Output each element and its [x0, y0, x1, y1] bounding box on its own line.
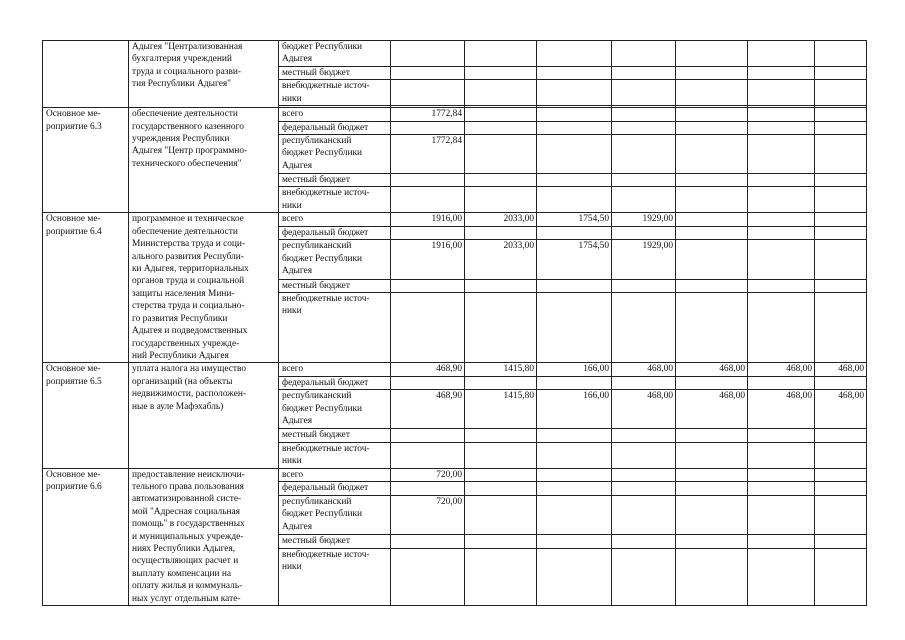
- cell-amount: [537, 174, 612, 187]
- cell-amount: 468,00: [676, 390, 748, 429]
- cell-amount: [465, 279, 537, 292]
- cell-amount: [612, 549, 676, 606]
- cell-amount: [465, 226, 537, 239]
- cell-amount: [537, 495, 612, 535]
- cell-amount: 1754,50: [537, 213, 612, 226]
- cell-amount: [537, 442, 612, 468]
- cell-amount: [391, 187, 465, 213]
- cell-amount: [391, 174, 465, 187]
- cell-amount: 720,00: [391, 468, 465, 482]
- cell-amount: [465, 549, 537, 606]
- cell-amount: [815, 187, 867, 213]
- cell-amount: [676, 135, 748, 174]
- cell-amount: [537, 279, 612, 292]
- cell-amount: [748, 279, 815, 292]
- cell-amount: [748, 174, 815, 187]
- cell-source-extra: внебюджетные источ- ники: [279, 80, 391, 106]
- cell-description: Адыгея "Централизованная бухгалтерия учреждений труда и социального разви- тия Республики Адыгея": [129, 41, 279, 108]
- cell-amount: [465, 429, 537, 442]
- cell-amount: [465, 376, 537, 389]
- cell-amount: [748, 108, 815, 121]
- cell-source-local: местный бюджет: [279, 535, 391, 549]
- cell-amount: [676, 292, 748, 362]
- table-row: [43, 41, 867, 67]
- cell-amount: [748, 468, 815, 482]
- cell-amount: [465, 135, 537, 174]
- cell-source-local: местный бюджет: [279, 429, 391, 442]
- cell-amount: [537, 226, 612, 239]
- cell-amount: 468,00: [815, 363, 867, 376]
- cell-amount: [537, 187, 612, 213]
- cell-amount: 1916,00: [391, 213, 465, 226]
- cell-amount: [537, 549, 612, 606]
- cell-amount: [537, 376, 612, 389]
- funding-table: [42, 40, 867, 606]
- cell-source-republican: республиканский бюджет Республики Адыгея: [279, 240, 391, 279]
- cell-amount: [537, 135, 612, 174]
- cell-amount: [815, 482, 867, 496]
- cell-amount: [465, 121, 537, 134]
- table-row: [43, 468, 867, 482]
- cell-source-extra: внебюджетные источ- ники: [279, 292, 391, 362]
- cell-description: предоставление неисключи- тельного права пользования автоматизированной систе- мой "Адресная социальная помощь" в государственных и муниципальных учрежде- ниях Республики Адыгея, осуществляющих расчет и выплату компенсации на оплату жилья и коммуналь- ных услуг отдельным кате-: [129, 468, 279, 605]
- cell-amount: [612, 442, 676, 468]
- cell-amount: [676, 187, 748, 213]
- cell-source-extra: внебюджетные источ- ники: [279, 187, 391, 213]
- cell-amount: [612, 135, 676, 174]
- cell-amount: [815, 174, 867, 187]
- cell-amount: 166,00: [537, 363, 612, 376]
- cell-amount: [815, 279, 867, 292]
- cell-amount: [676, 226, 748, 239]
- cell-amount: [537, 108, 612, 121]
- cell-source-total: всего: [279, 468, 391, 482]
- cell-amount: [748, 292, 815, 362]
- cell-amount: 720,00: [391, 495, 465, 535]
- cell-source-federal: федеральный бюджет: [279, 482, 391, 496]
- cell-amount: [391, 442, 465, 468]
- cell-amount: [612, 292, 676, 362]
- cell-amount: [676, 108, 748, 121]
- cell-amount: 468,90: [391, 390, 465, 429]
- cell-measure-name: Основное ме- роприятие 6.3: [43, 108, 129, 213]
- cell-amount: [391, 226, 465, 239]
- cell-amount: [815, 240, 867, 279]
- cell-description: обеспечение деятельности государственного казенного учреждения Республики Адыгея "Центр программно- технического обеспечения": [129, 108, 279, 213]
- cell-source-total: всего: [279, 363, 391, 376]
- cell-amount: 468,90: [391, 363, 465, 376]
- cell-amount: [465, 468, 537, 482]
- cell-amount: [537, 482, 612, 496]
- cell-amount: [815, 549, 867, 606]
- cell-amount: 1754,50: [537, 240, 612, 279]
- cell-measure-name: Основное ме- роприятие 6.6: [43, 468, 129, 605]
- cell-amount: 2033,00: [465, 240, 537, 279]
- cell-amount: [465, 495, 537, 535]
- table-row: [43, 108, 867, 121]
- cell-source-federal: федеральный бюджет: [279, 121, 391, 134]
- cell-amount: [391, 121, 465, 134]
- cell-amount: 468,00: [612, 390, 676, 429]
- cell-amount: [612, 376, 676, 389]
- cell-amount: [612, 482, 676, 496]
- cell-amount: 1916,00: [391, 240, 465, 279]
- cell-source-total: всего: [279, 213, 391, 226]
- cell-amount: 2033,00: [465, 213, 537, 226]
- cell-source-local: местный бюджет: [279, 67, 391, 80]
- cell-source-republican: бюджет Республики Адыгея: [279, 41, 391, 67]
- cell-amount: [748, 226, 815, 239]
- cell-amount: [748, 495, 815, 535]
- cell-amount: [612, 174, 676, 187]
- cell-amount: [391, 429, 465, 442]
- cell-amount: [815, 468, 867, 482]
- cell-source-federal: федеральный бюджет: [279, 376, 391, 389]
- cell-amount: [612, 429, 676, 442]
- cell-amount: [676, 121, 748, 134]
- cell-amount: [815, 135, 867, 174]
- cell-amount: [815, 292, 867, 362]
- cell-amount: [391, 279, 465, 292]
- cell-amount: [465, 187, 537, 213]
- cell-amount: [465, 482, 537, 496]
- cell-amount: 468,00: [612, 363, 676, 376]
- scan-mark: [52, 30, 62, 32]
- cell-amount: [676, 429, 748, 442]
- document-page: [42, 40, 867, 606]
- cell-amount: [676, 240, 748, 279]
- cell-source-total: всего: [279, 108, 391, 121]
- cell-amount: [815, 429, 867, 442]
- cell-amount: [612, 468, 676, 482]
- cell-amount: [465, 174, 537, 187]
- cell-amount: 1415,80: [465, 390, 537, 429]
- cell-source-federal: федеральный бюджет: [279, 226, 391, 239]
- cell-source-extra: внебюджетные источ- ники: [279, 442, 391, 468]
- cell-amount: [748, 213, 815, 226]
- cell-amount: [748, 549, 815, 606]
- cell-amount: 1415,80: [465, 363, 537, 376]
- cell-amount: [815, 442, 867, 468]
- cell-amount: [391, 292, 465, 362]
- cell-source-republican: республиканский бюджет Республики Адыгея: [279, 390, 391, 429]
- cell-measure-name: Основное ме- роприятие 6.4: [43, 213, 129, 363]
- cell-amount: [748, 482, 815, 496]
- cell-amount: [676, 495, 748, 535]
- table-row: [43, 363, 867, 376]
- cell-amount: [748, 135, 815, 174]
- cell-name-empty: [43, 41, 129, 108]
- cell-source-republican: республиканский бюджет Республики Адыгея: [279, 135, 391, 174]
- cell-amount: [748, 187, 815, 213]
- cell-amount: [676, 549, 748, 606]
- cell-source-local: местный бюджет: [279, 174, 391, 187]
- cell-amount: [612, 226, 676, 239]
- cell-amount: [748, 121, 815, 134]
- cell-amount: [391, 535, 465, 549]
- cell-amount: [815, 108, 867, 121]
- cell-amount: [748, 240, 815, 279]
- cell-amount: [391, 482, 465, 496]
- cell-amount: [676, 535, 748, 549]
- cell-amount: 468,00: [815, 390, 867, 429]
- cell-amount: [748, 535, 815, 549]
- cell-measure-name: Основное ме- роприятие 6.5: [43, 363, 129, 468]
- cell-amount: 1772,84: [391, 108, 465, 121]
- cell-description: уплата налога на имущество организаций (на объекты недвижимости, расположен- ные в ауле Мафэхабль): [129, 363, 279, 468]
- cell-amount: [676, 213, 748, 226]
- cell-amount: [815, 213, 867, 226]
- cell-amount: [465, 442, 537, 468]
- cell-amount: [748, 429, 815, 442]
- cell-amount: [612, 108, 676, 121]
- table-row: [43, 213, 867, 226]
- cell-amount: [391, 549, 465, 606]
- cell-amount: 1929,00: [612, 213, 676, 226]
- cell-amount: [815, 121, 867, 134]
- cell-amount: [537, 535, 612, 549]
- cell-amount: [748, 376, 815, 389]
- cell-source-extra: внебюджетные источ- ники: [279, 549, 391, 606]
- cell-amount: [676, 279, 748, 292]
- cell-amount: [612, 279, 676, 292]
- cell-amount: [465, 535, 537, 549]
- cell-amount: 1772,84: [391, 135, 465, 174]
- cell-amount: 468,00: [748, 363, 815, 376]
- cell-source-local: местный бюджет: [279, 279, 391, 292]
- cell-amount: [465, 108, 537, 121]
- cell-amount: [391, 376, 465, 389]
- cell-amount: [676, 442, 748, 468]
- cell-amount: [815, 376, 867, 389]
- cell-amount: [537, 468, 612, 482]
- cell-amount: [612, 535, 676, 549]
- cell-amount: [815, 495, 867, 535]
- cell-amount: [612, 121, 676, 134]
- cell-amount: [676, 468, 748, 482]
- cell-amount: [612, 187, 676, 213]
- cell-amount: [815, 226, 867, 239]
- cell-amount: [612, 495, 676, 535]
- cell-amount: [748, 442, 815, 468]
- cell-amount: 166,00: [537, 390, 612, 429]
- cell-amount: [465, 292, 537, 362]
- cell-amount: [537, 121, 612, 134]
- cell-amount: [676, 376, 748, 389]
- cell-amount: [676, 174, 748, 187]
- cell-amount: [676, 482, 748, 496]
- cell-amount: [537, 292, 612, 362]
- cell-amount: 468,00: [676, 363, 748, 376]
- cell-amount: [815, 535, 867, 549]
- cell-description: программное и техническое обеспечение деятельности Министерства труда и соци- ального развития Республи- ки Адыгея, территориальных органов труда и социальной защиты населения Мини- стерства труда и социально- го развития Республики Адыгея и подведомственных государственных учрежде- ний Республики Адыгея: [129, 213, 279, 363]
- cell-amount: [537, 429, 612, 442]
- cell-amount: 468,00: [748, 390, 815, 429]
- cell-amount: 1929,00: [612, 240, 676, 279]
- cell-source-republican: республиканский бюджет Республики Адыгея: [279, 495, 391, 535]
